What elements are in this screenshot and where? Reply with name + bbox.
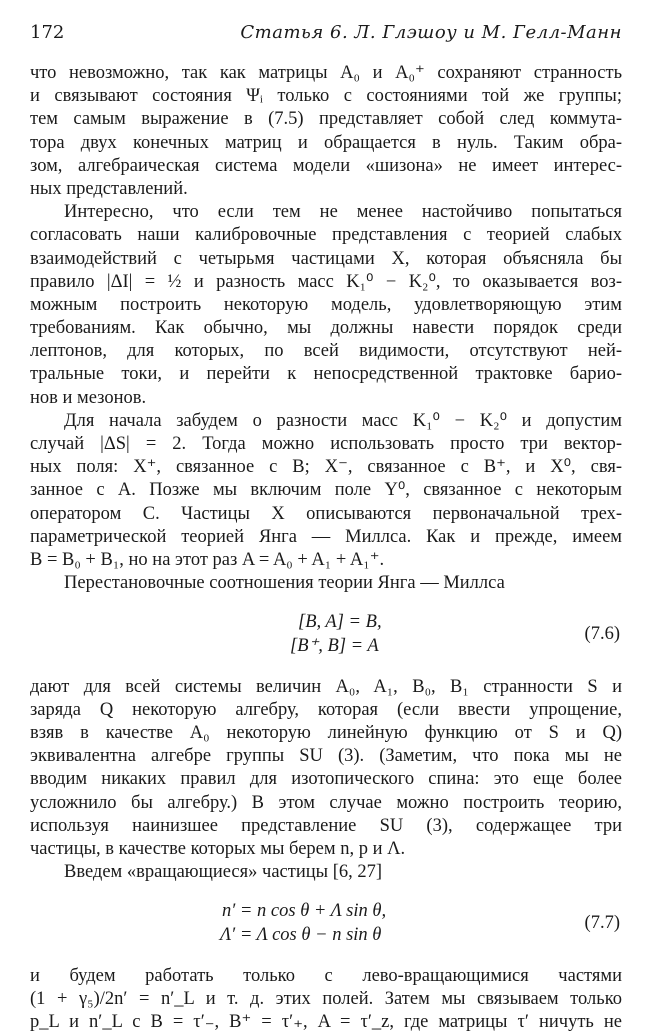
page-number: 172 bbox=[30, 22, 65, 43]
text-line: дают для всей системы величин A₀, A₁, B₀, B₁ странности S и bbox=[30, 676, 622, 697]
text-line: частицы, в качестве которых мы берем n, p и Λ. bbox=[30, 839, 406, 860]
text-line: ных поля: X⁺, связанное с B; X⁻, связанное с B⁺, и X⁰, свя- bbox=[30, 457, 622, 478]
text-line: B = B₀ + B₁, но на этот раз A = A₀ + A₁ + A₁⁺. bbox=[30, 549, 385, 570]
text-line: используя наинизшее представление SU (3), содержащее три bbox=[30, 815, 622, 836]
text-line: эквивалентна алгебре группы SU (3). (Заметим, что пока мы не bbox=[30, 746, 622, 767]
text-line: тора двух конечных матриц и обращается в нуль. Таким обра- bbox=[30, 132, 622, 153]
running-title: Статья 6. Л. Глэшоу и М. Гелл-Манн bbox=[240, 22, 622, 43]
text-line: (1 + γ₅)/2n′ = n′_L и т. д. этих полей. Затем мы связываем только bbox=[30, 988, 622, 1009]
paragraph bbox=[30, 62, 622, 201]
paragraph bbox=[30, 572, 622, 595]
text-line: и связывают состояния Ψᵢ только с состояниями той же группы; bbox=[30, 86, 622, 107]
paragraph bbox=[30, 965, 622, 1034]
text-line: тральные токи, и перейти к непосредственной трактовке барио- bbox=[30, 364, 622, 385]
paragraph bbox=[30, 676, 622, 862]
equation-7-7 bbox=[30, 900, 622, 946]
equation-line: n′ = n cos θ + Λ sin θ, bbox=[222, 901, 387, 922]
spacer bbox=[30, 947, 622, 965]
text-line: оператором C. Частицы X описываются первоначальной трех- bbox=[30, 503, 622, 524]
text-line: Для начала забудем о разности масс K₁⁰ − K₂⁰ и допустим bbox=[64, 410, 622, 431]
equation-7-6 bbox=[30, 611, 622, 657]
text-line: и будем работать только с лево-вращающимися частями bbox=[30, 965, 622, 986]
text-line: согласовать наши калибровочные представления с теорией слабых bbox=[30, 225, 622, 246]
spacer bbox=[30, 595, 622, 611]
text-line: взяв в качестве A₀ некоторую линейную функцию от S и Q) bbox=[30, 723, 622, 744]
spacer bbox=[30, 884, 622, 900]
text-line: Интересно, что если тем не менее настойчиво попытаться bbox=[64, 202, 622, 223]
text-line: правило |ΔI| = ½ и разность масс K₁⁰ − K₂⁰, то оказывается воз- bbox=[30, 271, 622, 292]
text-line: параметрической теорией Янга — Миллса. Как и прежде, имеем bbox=[30, 526, 622, 547]
text-line: ных представлений. bbox=[30, 178, 188, 199]
equation-line: Λ′ = Λ cos θ − n sin θ bbox=[220, 925, 382, 946]
text-line: тем самым выражение в (7.5) представляет собой след коммута- bbox=[30, 109, 622, 130]
equation-number: (7.7) bbox=[584, 913, 620, 934]
text-line: нов и мезонов. bbox=[30, 387, 147, 408]
spacer bbox=[30, 658, 622, 676]
text-line: p_L и n′_L с B = τ′₋, B⁺ = τ′₊, A = τ′_z, где матрицы τ′ ничуть не bbox=[30, 1012, 622, 1033]
page-body bbox=[30, 62, 622, 1034]
text-line: заряда Q некоторую алгебру, которая (если ввести упрощение, bbox=[30, 699, 622, 720]
text-line: занное с A. Позже мы включим поле Y⁰, связанное с некоторым bbox=[30, 480, 622, 501]
text-line: зом, алгебраическая система модели «шизона» не имеет интерес- bbox=[30, 155, 622, 176]
paragraph bbox=[30, 201, 622, 410]
text-line: взаимодействий с четырьмя частицами X, которая объясняла бы bbox=[30, 248, 622, 269]
text-line: Введем «вращающиеся» частицы [6, 27] bbox=[64, 862, 383, 883]
equation-number: (7.6) bbox=[584, 624, 620, 645]
paragraph bbox=[30, 410, 622, 572]
page-header bbox=[30, 22, 622, 50]
text-line: случай |ΔS| = 2. Тогда можно использовать просто три вектор- bbox=[30, 434, 622, 454]
equation-line: [B⁺, B] = A bbox=[290, 636, 379, 657]
text-line: лептонов, для которых, по всей видимости, отсутствуют ней- bbox=[30, 341, 622, 362]
text-line: можным построить некоторую модель, удовлетворяющую этим bbox=[30, 294, 622, 315]
equation-line: [B, A] = B, bbox=[298, 612, 382, 633]
text-line: вводим никаких правил для изотопического спина: это еще более bbox=[30, 769, 622, 790]
text-line: усложнило бы алгебру.) В этом случае можно построить теорию, bbox=[30, 792, 622, 813]
text-line: требованиям. Как обычно, мы должны навести порядок среди bbox=[30, 318, 622, 339]
text-line: что невозможно, так как матрицы A₀ и A₀⁺ сохраняют странность bbox=[30, 63, 622, 83]
text-line: Перестановочные соотношения теории Янга — Миллса bbox=[64, 573, 505, 594]
paragraph bbox=[30, 861, 622, 884]
